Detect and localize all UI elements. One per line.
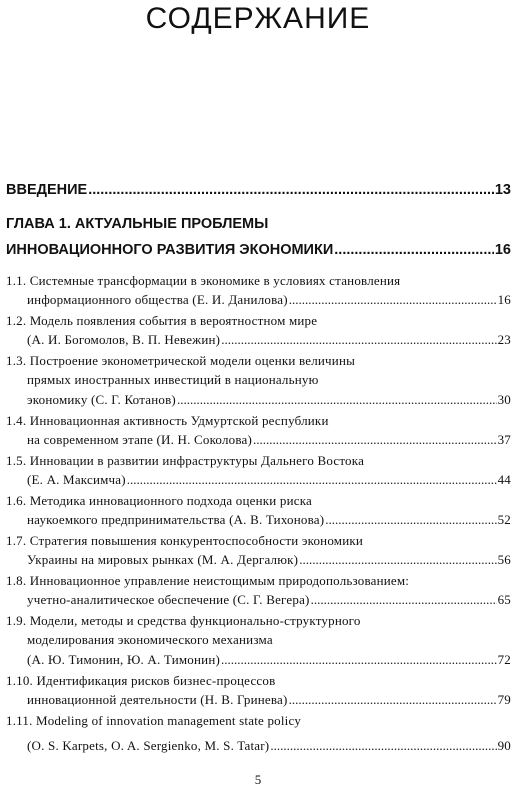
toc-intro-page: 13 (494, 182, 511, 198)
toc-entry-text: учетно-аналитическое обеспечение (С. Г. Вегера) (27, 592, 310, 607)
toc-entry-1-9[interactable] (27, 651, 511, 668)
toc-chapter-1-title: ГЛАВА 1. АКТУАЛЬНЫЕ ПРОБЛЕМЫ (6, 216, 269, 232)
toc-entry-1-6[interactable] (27, 511, 511, 528)
toc-entry-page: 52 (497, 512, 511, 527)
toc-entry-1-7[interactable] (27, 551, 511, 568)
toc-entry-1-9-line: моделирования экономического механизма (27, 632, 273, 647)
dot-leader (221, 651, 497, 668)
toc-entry-page: 79 (497, 692, 511, 707)
dot-leader (221, 331, 496, 348)
toc-entry-page: 44 (497, 472, 511, 487)
dot-leader (88, 181, 494, 199)
toc-entry-1-10-line: 1.10. Идентификация рисков бизнес-процессов (6, 673, 276, 688)
dot-leader (177, 391, 497, 408)
toc-entry-text: (А. Ю. Тимонин, Ю. А. Тимонин) (27, 652, 221, 667)
dot-leader (270, 737, 496, 754)
dot-leader (325, 511, 496, 528)
toc-entry-1-4[interactable] (27, 431, 511, 448)
toc-entry-1-11[interactable] (27, 737, 511, 754)
toc-entry-1-3-line: 1.3. Построение эконометрической модели оценки величины (6, 353, 356, 368)
dot-leader (127, 471, 497, 488)
toc-entry-1-10[interactable] (27, 691, 511, 708)
toc-chapter-1-page: 16 (494, 242, 511, 258)
dot-leader (334, 241, 494, 259)
toc-entry-1-2-line: 1.2. Модель появления события в вероятностном мире (6, 313, 318, 328)
toc-entry-1-3-line: прямых иностранных инвестиций в национальную (27, 372, 319, 387)
toc-entry-text: (O. S. Karpets, O. A. Sergienko, M. S. Tatar) (27, 738, 270, 753)
dot-leader (299, 551, 496, 568)
dot-leader (253, 431, 497, 448)
toc-entry-1-6-line: 1.6. Методика инновационного подхода оценки риска (6, 493, 313, 508)
toc-entry-text: на современном этапе (И. Н. Соколова) (27, 432, 253, 447)
toc-entry-1-8[interactable] (27, 591, 511, 608)
toc-entry-page: 56 (497, 552, 511, 567)
toc-entry-1-1-line: 1.1. Системные трансформации в экономике в условиях становления (6, 273, 401, 288)
toc-entry-1-9-line: 1.9. Модели, методы и средства функционально-структурного (6, 613, 361, 628)
toc-chapter-1[interactable] (6, 241, 511, 259)
toc-entry-1-8-line: 1.8. Инновационное управление неистощимым природопользованием: (6, 573, 410, 588)
dot-leader (311, 591, 497, 608)
page-number: 5 (254, 772, 262, 787)
toc-entry-1-11-line: 1.11. Modeling of innovation management state policy (6, 713, 302, 728)
toc-entry-1-7-line: 1.7. Стратегия повышения конкурентоспособности экономики (6, 533, 364, 548)
toc-entry-1-3[interactable] (27, 391, 511, 408)
toc-entry-text: инновационной деятельности (Н. В. Гринева) (27, 692, 288, 707)
toc-entry-text: экономику (С. Г. Котанов) (27, 392, 176, 407)
toc-entry-text: Украины на мировых рынках (М. А. Дергалюк) (27, 552, 299, 567)
toc-entry-page: 37 (497, 432, 511, 447)
toc-entry-text: наукоемкого предпринимательства (А. В. Тихонова) (27, 512, 325, 527)
toc-entry-1-4-line: 1.4. Инновационная активность Удмуртской республики (6, 413, 329, 428)
toc-chapter-1-subtitle: ИННОВАЦИОННОГО РАЗВИТИЯ ЭКОНОМИКИ (6, 242, 334, 258)
toc-entry-page: 90 (497, 738, 511, 753)
dot-leader (289, 291, 497, 308)
toc-entry-1-2[interactable] (27, 331, 511, 348)
toc-entry-1-1[interactable] (27, 291, 511, 308)
dot-leader (289, 691, 497, 708)
toc-entry-text: (Е. А. Максимча) (27, 472, 126, 487)
toc-entry-text: информационного общества (Е. И. Данилова) (27, 292, 288, 307)
toc-entry-page: 23 (497, 332, 511, 347)
toc-entry-1-5[interactable] (27, 471, 511, 488)
toc-entry-page: 72 (497, 652, 511, 667)
toc-entry-page: 65 (497, 592, 511, 607)
toc-intro[interactable] (6, 181, 511, 199)
toc-entry-1-5-line: 1.5. Инновации в развитии инфраструктуры Дальнего Востока (6, 453, 365, 468)
page-title: СОДЕРЖАНИЕ (145, 2, 371, 35)
toc-entry-page: 16 (497, 292, 511, 307)
toc-entry-page: 30 (497, 392, 511, 407)
toc-intro-label: ВВЕДЕНИЕ (6, 182, 88, 198)
toc-entry-text: (А. И. Богомолов, В. П. Невежин) (27, 332, 221, 347)
